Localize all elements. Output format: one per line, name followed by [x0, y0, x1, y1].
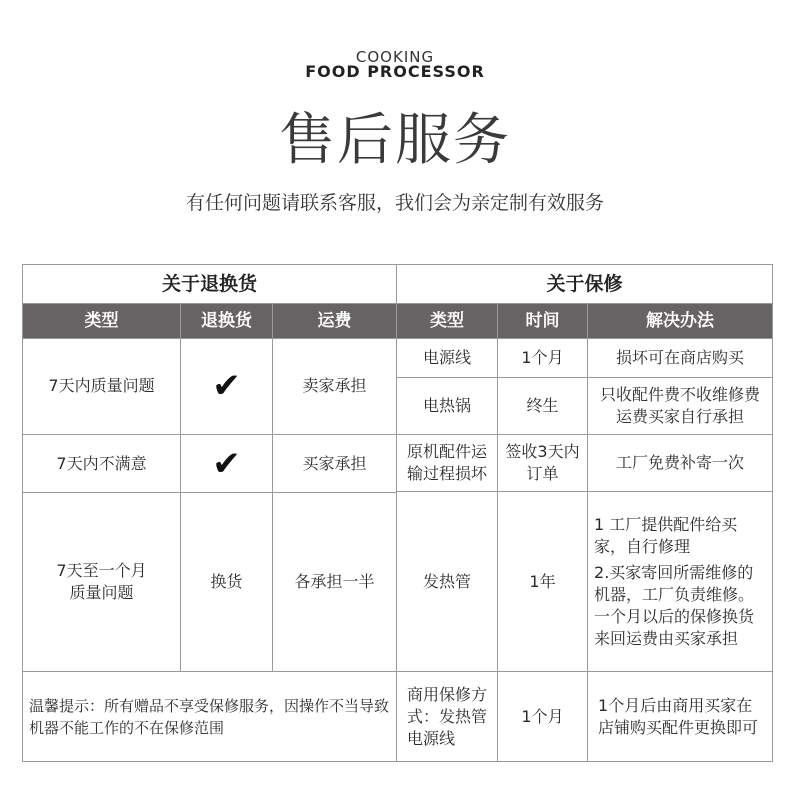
- returns-exchange-cell: 换货: [181, 492, 273, 671]
- table-row: [23, 435, 773, 491]
- warranty-time-cell: 1个月: [498, 672, 588, 762]
- section-header-row: [23, 265, 773, 304]
- warranty-time-cell: 签收3天内订单: [498, 435, 588, 491]
- solution-paragraph: 1 工厂提供配件给买家，自行修理: [594, 514, 738, 556]
- returns-header-type: 类型: [23, 304, 181, 338]
- warranty-type-cell: 原机配件运输过程损坏: [397, 435, 498, 491]
- warranty-time-cell: 1个月: [498, 338, 588, 377]
- warranty-type-cell: 电热锅: [397, 377, 498, 434]
- service-table: [22, 264, 773, 762]
- warranty-header-type: 类型: [397, 304, 498, 338]
- solution-paragraph: 2.买家寄回所需维修的机器，工厂负责维修。一个月以后的保修换货来回运费由买家承担: [594, 562, 755, 648]
- warranty-header-time: 时间: [498, 304, 588, 338]
- warranty-type-cell: 发热管: [397, 491, 498, 671]
- returns-check-cell: [181, 435, 273, 492]
- warranty-time-cell: 终生: [498, 377, 588, 434]
- returns-check-cell: [181, 338, 273, 435]
- warranty-solution-cell: 只收配件费不收维修费 运费买家自行承担: [588, 377, 773, 434]
- warranty-type-cell: 商用保修方式：发热管 电源线: [397, 672, 498, 762]
- brand-food-processor: FOOD PROCESSOR: [305, 62, 485, 81]
- returns-shipping-cell: 买家承担: [273, 435, 397, 492]
- returns-shipping-cell: 各承担一半: [273, 492, 397, 671]
- page-title: 售后服务: [279, 108, 511, 173]
- warranty-solution-cell: 损坏可在商店购买: [588, 338, 773, 377]
- warranty-type-cell: 电源线: [397, 338, 498, 377]
- returns-type-cell: 7天内质量问题: [23, 338, 181, 435]
- warranty-solution-cell: 工厂免费补寄一次: [588, 435, 773, 491]
- table-row: [23, 672, 773, 762]
- warranty-section-title: 关于保修: [397, 265, 773, 304]
- warm-tip-note: 温馨提示：所有赠品不享受保修服务，因操作不当导致机器不能工作的不在保修范围: [23, 672, 397, 762]
- returns-shipping-cell: 卖家承担: [273, 338, 397, 435]
- checkmark-icon: ✔: [212, 366, 241, 407]
- warranty-time-cell: 1年: [498, 491, 588, 671]
- warranty-solution-cell: 1个月后由商用买家在店铺购买配件更换即可: [588, 672, 773, 762]
- brand-cooking: COOKING: [355, 48, 435, 66]
- table-row: [23, 338, 773, 377]
- page-subtitle: 有任何问题请联系客服，我们会为亲定制有效服务: [185, 192, 604, 214]
- returns-header-return: 退换货: [181, 304, 273, 338]
- warranty-solution-cell: [588, 491, 773, 671]
- returns-section-title: 关于退换货: [23, 265, 397, 304]
- warranty-header-solution: 解决办法: [588, 304, 773, 338]
- returns-type-cell: [23, 492, 181, 671]
- returns-type-cell: 7天内不满意: [23, 435, 181, 492]
- returns-type-text: 7天至一个月质量问题: [56, 561, 147, 603]
- returns-header-shipping: 运费: [273, 304, 397, 338]
- column-header-row: [23, 304, 773, 338]
- checkmark-icon: ✔: [212, 443, 241, 484]
